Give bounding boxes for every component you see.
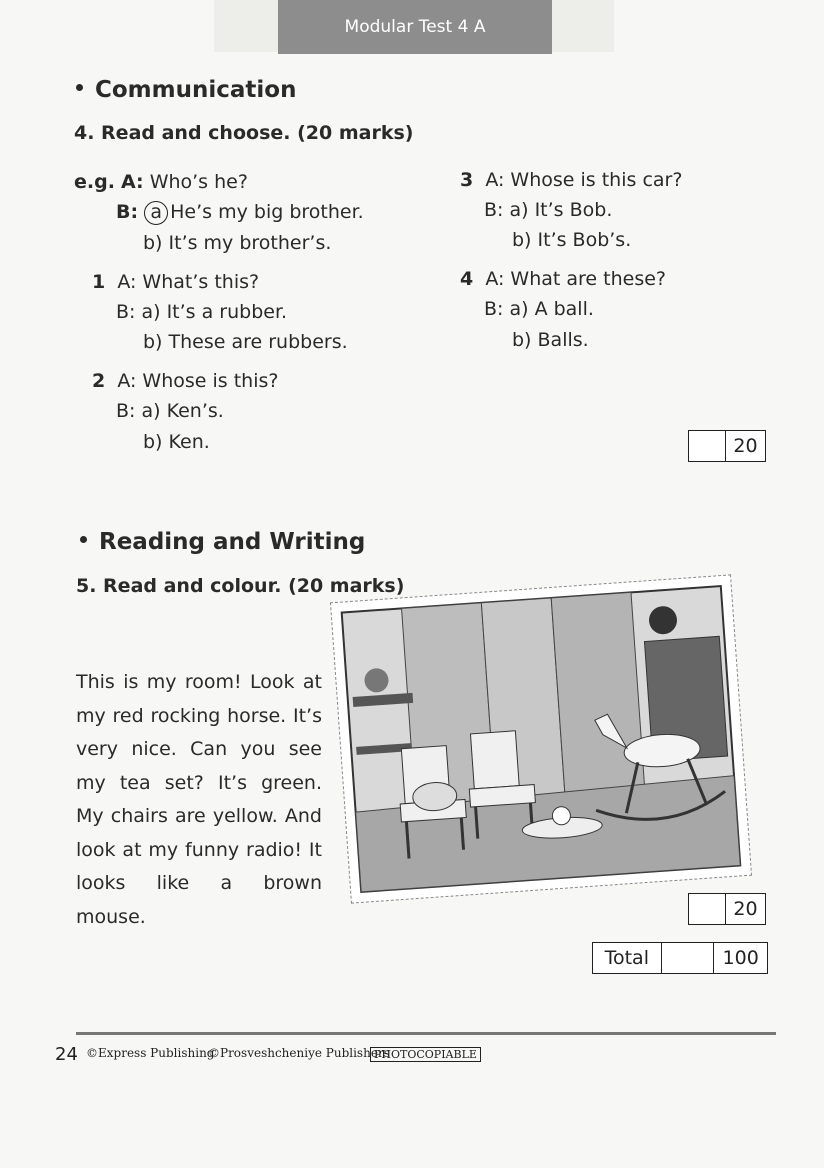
room-drawing — [331, 575, 751, 902]
score-box-task-5 — [688, 893, 766, 925]
bullet-icon — [80, 536, 87, 543]
item-4-option-a: B: a) A ball. — [484, 298, 594, 320]
task-5-title: 5. Read and colour. (20 marks) — [76, 575, 405, 597]
example-answer-b: b) It’s my brother’s. — [143, 232, 332, 254]
total-max: 100 — [722, 947, 759, 969]
item-4-option-b: b) Balls. — [512, 329, 589, 351]
item-1-question: 1 A: What’s this? — [92, 271, 260, 293]
room-illustration — [330, 574, 752, 903]
photocopiable-label: PHOTOCOPIABLE — [370, 1047, 481, 1062]
example-question: e.g. A: Who’s he? — [74, 171, 248, 193]
total-label: Total — [593, 943, 662, 973]
item-2-option-a: B: a) Ken’s. — [116, 400, 224, 422]
bullet-icon — [76, 84, 83, 91]
test-title: Modular Test 4 A — [344, 17, 486, 37]
circled-answer-icon: a — [144, 201, 168, 225]
item-4-question: 4 A: What are these? — [460, 268, 667, 290]
score-blank[interactable] — [689, 894, 726, 924]
item-1-option-a: B: a) It’s a rubber. — [116, 301, 288, 323]
score-max: 20 — [733, 898, 758, 920]
item-3-option-a: B: a) It’s Bob. — [484, 199, 613, 221]
item-2-option-b: b) Ken. — [143, 431, 210, 453]
total-score-box — [592, 942, 768, 974]
page-number: 24 — [55, 1044, 78, 1065]
footer-rule — [76, 1032, 776, 1035]
example-answer-a: B: a He’s my big brother. — [116, 201, 364, 223]
publisher-credit-2: ©Prosveshcheniye Publishers — [208, 1046, 390, 1060]
score-max: 20 — [733, 435, 758, 457]
section-heading-communication: Communication — [76, 77, 296, 103]
task-4-title: 4. Read and choose. (20 marks) — [74, 122, 414, 144]
test-title-bar — [278, 0, 552, 54]
publisher-credit-1: ©Express Publishing — [86, 1046, 215, 1060]
item-3-option-b: b) It’s Bob’s. — [512, 229, 632, 251]
reading-paragraph: This is my room! Look at my red rocking horse. It’s very nice. Can you see my tea set? It’s green. My chairs are yellow. And look at my funny radio! It looks like a brown mouse. — [76, 671, 322, 928]
item-1-option-b: b) These are rubbers. — [143, 331, 348, 353]
item-3-question: 3 A: Whose is this car? — [460, 169, 683, 191]
score-blank[interactable] — [689, 431, 726, 461]
total-blank[interactable] — [662, 943, 715, 973]
item-2-question: 2 A: Whose is this? — [92, 370, 279, 392]
section-heading-reading-writing: Reading and Writing — [80, 529, 365, 555]
score-box-task-4 — [688, 430, 766, 462]
